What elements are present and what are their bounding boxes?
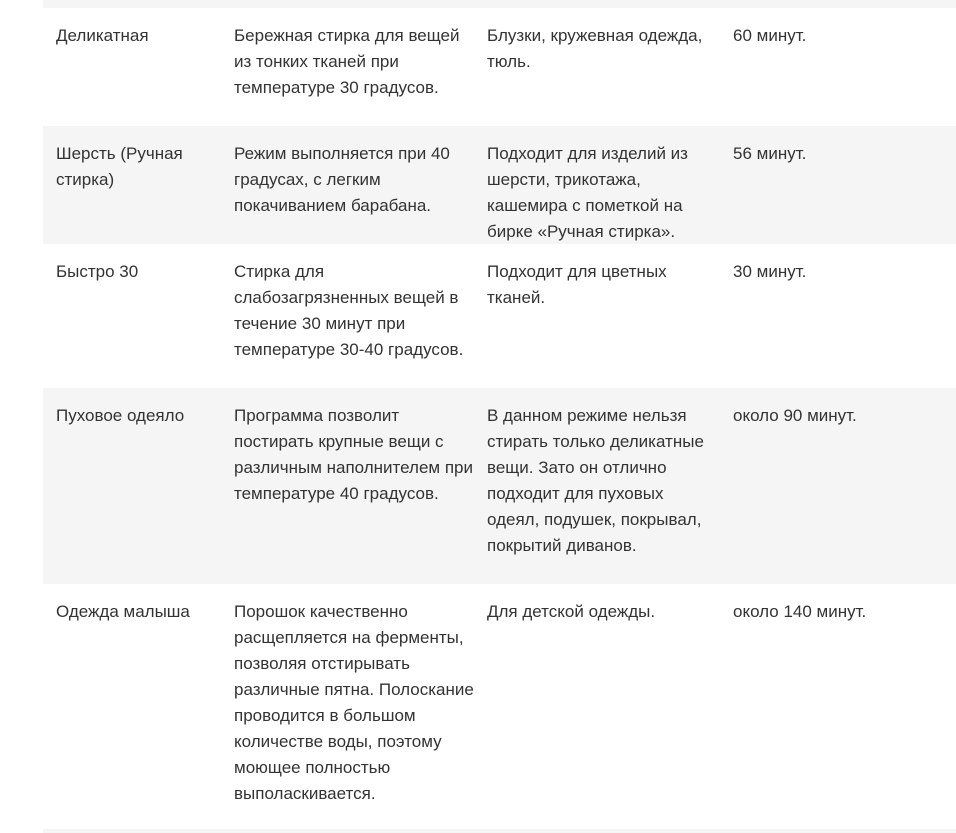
program-name: Деликатная	[56, 26, 149, 45]
program-name: Быстро 30	[56, 262, 139, 281]
program-suitable: Подходит для изделий из шерсти, трикотажа, кашемира с пометкой на бирке «Ручная стирка».	[487, 144, 688, 241]
program-description: Программа позволит постирать крупные вещи с различным наполнителем при температуре 40 градусов.	[234, 406, 473, 503]
program-name: Шерсть (Ручная стирка)	[56, 144, 183, 189]
table-row	[43, 388, 956, 584]
program-description: Режим выполняется при 40 градусах, с легким покачиванием барабана.	[234, 144, 450, 215]
program-suitable: Блузки, кружевная одежда, тюль.	[487, 26, 703, 71]
program-duration: 30 минут.	[733, 262, 807, 281]
washing-programs-table	[43, 0, 956, 833]
table-row	[43, 126, 956, 244]
program-duration: около 90 минут.	[733, 406, 857, 425]
program-description: Порошок качественно расщепляется на ферменты, позволяя отстирывать различные пятна. Полоскание проводится в большом количестве воды, поэтому моющее полностью выполаскивается.	[234, 602, 474, 803]
program-suitable: Для детской одежды.	[487, 602, 656, 621]
program-suitable: Подходит для цветных тканей.	[487, 262, 667, 307]
table-bottom-edge	[43, 829, 956, 833]
program-name: Пуховое одеяло	[56, 406, 185, 425]
program-suitable: В данном режиме нельзя стирать только деликатные вещи. Зато он отлично подходит для пуховых одеял, подушек, покрывал, покрытий диванов.	[487, 406, 704, 555]
program-name: Одежда малыша	[56, 602, 190, 621]
table-row	[43, 244, 956, 388]
program-duration: 56 минут.	[733, 144, 807, 163]
program-duration: около 140 минут.	[733, 602, 867, 621]
program-duration: 60 минут.	[733, 26, 807, 45]
table-row	[43, 584, 956, 833]
program-description: Бережная стирка для вещей из тонких тканей при температуре 30 градусов.	[234, 26, 460, 97]
program-description: Стирка для слабозагрязненных вещей в течение 30 минут при температуре 30-40 градусов.	[234, 262, 464, 359]
table-row	[43, 8, 956, 126]
